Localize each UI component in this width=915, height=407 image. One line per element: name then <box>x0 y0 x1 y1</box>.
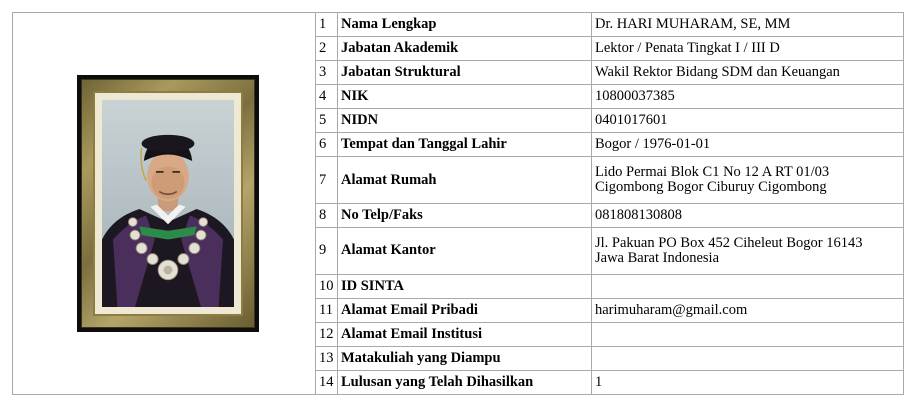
row-value: Bogor / 1976-01-01 <box>592 133 904 157</box>
row-number: 3 <box>316 61 338 85</box>
row-value: 10800037385 <box>592 85 904 109</box>
row-label: Jabatan Struktural <box>338 61 592 85</box>
photo-frame <box>77 75 259 332</box>
row-label: Matakuliah yang Diampu <box>338 346 592 370</box>
photo-cell <box>13 13 316 395</box>
row-value: Dr. HARI MUHARAM, SE, MM <box>592 13 904 37</box>
row-label: NIDN <box>338 109 592 133</box>
row-value <box>592 346 904 370</box>
row-number: 2 <box>316 37 338 61</box>
row-number: 4 <box>316 85 338 109</box>
row-value: Lektor / Penata Tingkat I / III D <box>592 37 904 61</box>
row-label: Alamat Rumah <box>338 157 592 204</box>
value-line: Cigombong Bogor Ciburuy Cigombong <box>595 179 827 196</box>
row-number: 8 <box>316 203 338 227</box>
graduation-portrait-icon <box>102 100 234 307</box>
row-value <box>592 322 904 346</box>
row-label: Lulusan yang Telah Dihasilkan <box>338 370 592 394</box>
row-label: ID SINTA <box>338 274 592 298</box>
row-number: 13 <box>316 346 338 370</box>
row-value: 0401017601 <box>592 109 904 133</box>
table-row <box>13 13 904 37</box>
email-link[interactable]: harimuharam@gmail.com <box>592 298 904 322</box>
value-line: Jl. Pakuan PO Box 452 Ciheleut Bogor 16143 <box>595 234 863 251</box>
row-number: 6 <box>316 133 338 157</box>
value-line: Lido Permai Blok C1 No 12 A RT 01/03 <box>595 164 830 181</box>
row-value <box>592 274 904 298</box>
row-label: Nama Lengkap <box>338 13 592 37</box>
row-number: 7 <box>316 157 338 204</box>
row-value: 1 <box>592 370 904 394</box>
value-line: Jawa Barat Indonesia <box>595 249 720 266</box>
row-label: Alamat Email Pribadi <box>338 298 592 322</box>
row-value: 081808130808 <box>592 203 904 227</box>
row-value <box>592 227 904 274</box>
profile-table <box>12 12 904 395</box>
row-label: No Telp/Faks <box>338 203 592 227</box>
row-label: Tempat dan Tanggal Lahir <box>338 133 592 157</box>
row-label: NIK <box>338 85 592 109</box>
row-number: 11 <box>316 298 338 322</box>
row-value <box>592 157 904 204</box>
row-number: 5 <box>316 109 338 133</box>
row-label: Alamat Kantor <box>338 227 592 274</box>
profile-sheet <box>12 12 903 395</box>
row-number: 1 <box>316 13 338 37</box>
row-label: Jabatan Akademik <box>338 37 592 61</box>
row-number: 12 <box>316 322 338 346</box>
row-number: 10 <box>316 274 338 298</box>
row-value: Wakil Rektor Bidang SDM dan Keuangan <box>592 61 904 85</box>
row-label: Alamat Email Institusi <box>338 322 592 346</box>
row-number: 14 <box>316 370 338 394</box>
row-number: 9 <box>316 227 338 274</box>
